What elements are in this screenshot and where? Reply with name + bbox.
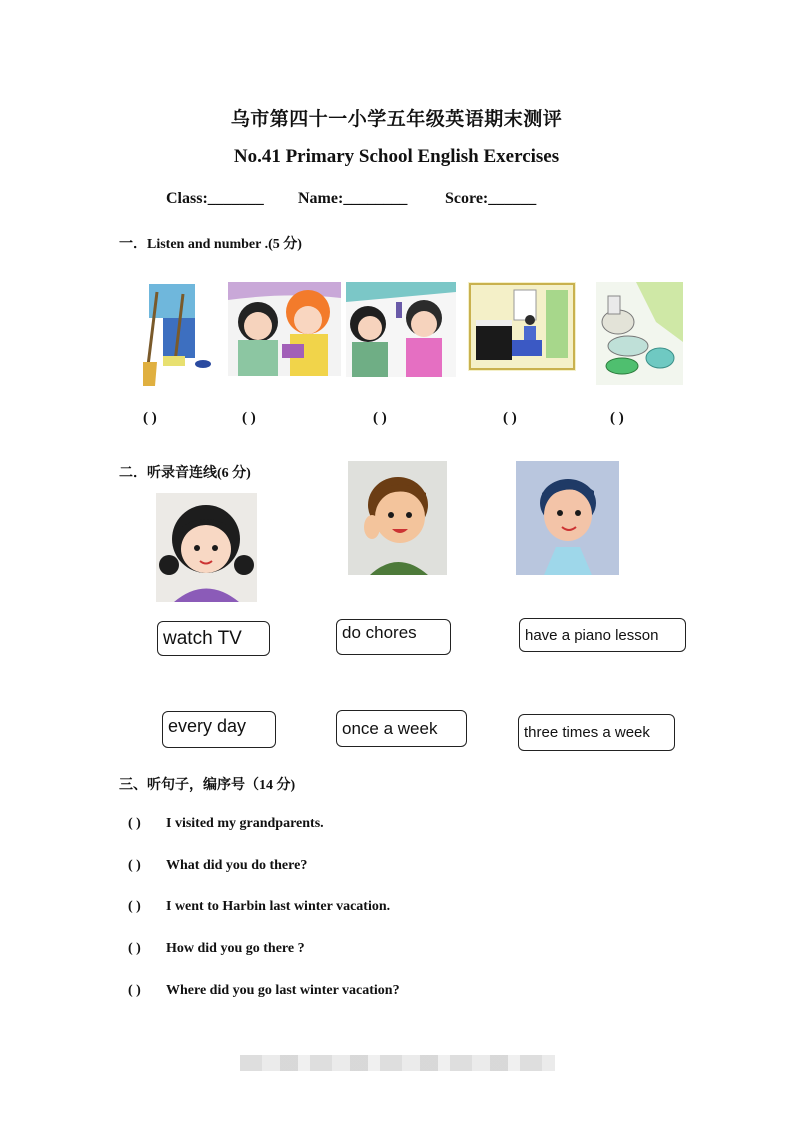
phrase-box-every-day[interactable]: every day [162,711,276,748]
boy-face-picture-1 [348,461,447,575]
answer-blank-4[interactable]: ( ) [503,410,517,426]
sentence-number-blank[interactable]: ( ) [128,983,141,998]
phrase-box-piano-lesson[interactable]: have a piano lesson [519,618,686,652]
sentence-text: I went to Harbin last winter vacation. [166,899,391,914]
phrase-box-three-times-a-week[interactable]: three times a week [518,714,675,751]
sentence-number-blank[interactable]: ( ) [128,899,141,914]
piano-room-picture [468,282,576,371]
sweeping-floor-picture [143,282,218,388]
answer-blank-3[interactable]: ( ) [373,410,387,426]
blurred-footer-watermark [240,1055,555,1071]
two-girls-picture [228,282,341,376]
answer-blank-5[interactable]: ( ) [610,410,624,426]
section-1-heading: 一．Listen and number .(5 分) [119,237,302,252]
phrase-box-watch-tv[interactable]: watch TV [157,621,270,656]
sentence-item [128,858,307,874]
sentence-text: How did you go there ? [166,941,305,956]
score-field[interactable]: Score:______ [445,190,537,207]
page-title-english: No.41 Primary School English Exercises [233,146,560,167]
answer-blank-2[interactable]: ( ) [242,410,256,426]
page-title-chinese: 乌市第四十一小学五年级英语期末测评 [230,108,563,130]
boy-face-picture-2 [516,461,619,575]
sentence-item [128,899,390,915]
washing-dishes-picture [596,282,683,385]
class-field[interactable]: Class:_______ [166,190,264,207]
section-2-heading: 二．听录音连线(6 分) [119,466,251,481]
phrase-box-once-a-week[interactable]: once a week [336,710,467,747]
sentence-text: What did you do there? [166,858,308,873]
sentence-item [128,816,324,832]
sentence-number-blank[interactable]: ( ) [128,816,141,831]
name-field[interactable]: Name:________ [298,190,408,207]
sentence-text: Where did you go last winter vacation? [166,983,400,998]
answer-blank-1[interactable]: ( ) [143,410,157,426]
sentence-number-blank[interactable]: ( ) [128,941,141,956]
section-3-heading: 三、听句子，编序号（14 分) [119,778,296,793]
girl-face-picture [156,493,257,602]
sentence-text: I visited my grandparents. [166,816,324,831]
phrase-box-do-chores[interactable]: do chores [336,619,451,655]
sentence-number-blank[interactable]: ( ) [128,858,141,873]
sentence-item [128,983,400,999]
sentence-item [128,941,305,957]
girl-and-boy-picture [346,282,456,377]
